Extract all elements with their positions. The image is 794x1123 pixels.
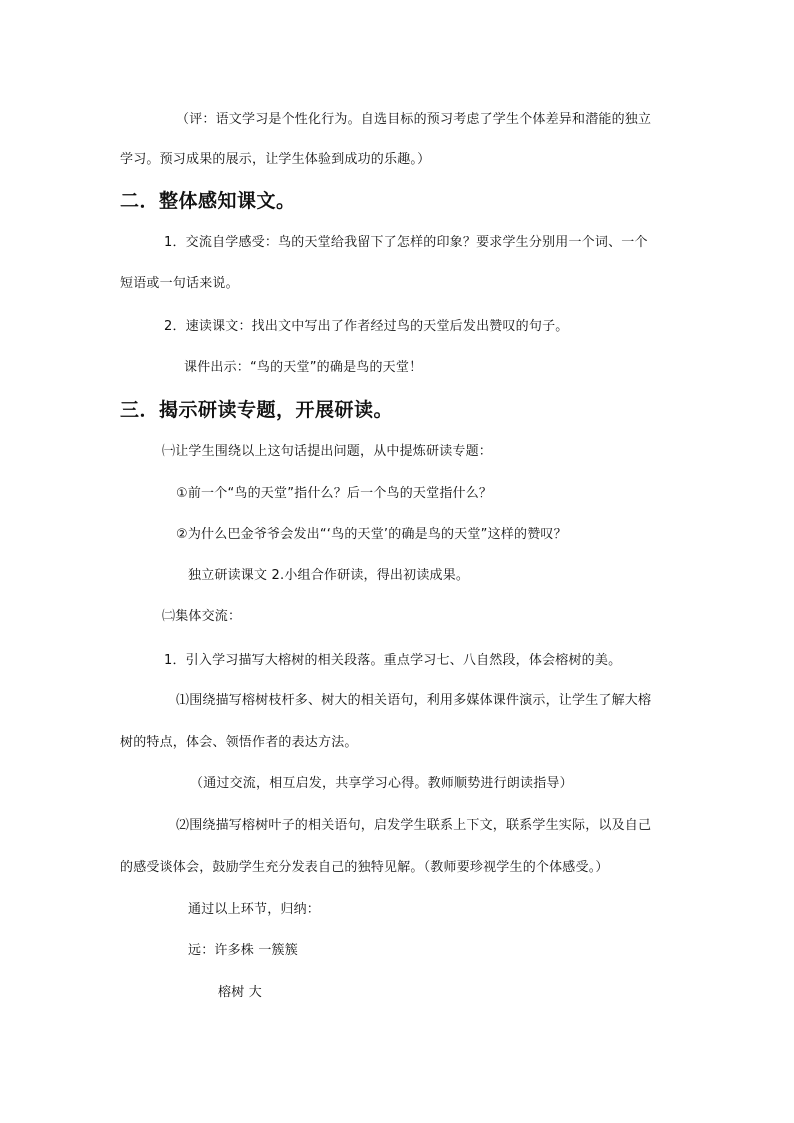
paragraph-line: 1．引入学习描写大榕树的相关段落。重点学习七、八自然段，体会榕树的美。 bbox=[164, 653, 622, 668]
paragraph-line: 2．速读课文：找出文中写出了作者经过鸟的天堂后发出赞叹的句子。 bbox=[164, 319, 569, 334]
paragraph-line: 的感受谈体会，鼓励学生充分发表自己的独特见解。（教师要珍视学生的个体感受。） bbox=[120, 860, 609, 875]
paragraph-line: 课件出示：“鸟的天堂”的确是鸟的天堂！ bbox=[184, 360, 423, 375]
paragraph-line: 树的特点，体会、领悟作者的表达方法。 bbox=[120, 735, 358, 750]
paragraph-line: ②为什么巴金爷爷会发出“‘鸟的天堂’的确是鸟的天堂”这样的赞叹？ bbox=[176, 527, 567, 542]
comment-line-1: （评：语文学习是个性化行为。自选目标的预习考虑了学生个体差异和潜能的独立 bbox=[176, 112, 652, 127]
paragraph-line: 榕树 大 bbox=[218, 985, 262, 1000]
paragraph-line: ㈡集体交流： bbox=[162, 609, 242, 624]
paragraph-line: 通过以上环节，归纳： bbox=[188, 902, 321, 917]
paragraph-line: ①前一个“鸟的天堂”指什么？后一个鸟的天堂指什么？ bbox=[176, 486, 493, 501]
section-heading-2: 二．整体感知课文。 bbox=[120, 190, 296, 212]
paragraph-line: （通过交流，相互启发，共享学习心得。教师顺势进行朗读指导） bbox=[190, 776, 573, 791]
paragraph-line: 短语或一句话来说。 bbox=[120, 276, 239, 291]
section-heading-3: 三．揭示研读专题，开展研读。 bbox=[120, 399, 394, 421]
paragraph-line: ㈠让学生围绕以上这句话提出问题，从中提炼研读专题： bbox=[162, 444, 493, 459]
paragraph-line: ⑵围绕描写榕树叶子的相关语句，启发学生联系上下文，联系学生实际，以及自己 bbox=[176, 818, 652, 833]
comment-line-2: 学习。预习成果的展示，让学生体验到成功的乐趣。） bbox=[120, 152, 431, 167]
paragraph-line: 远：许多株 一簇簇 bbox=[188, 943, 298, 958]
paragraph-line: 1．交流自学感受：鸟的天堂给我留下了怎样的印象？要求学生分别用一个词、一个 bbox=[164, 235, 648, 250]
paragraph-line: ⑴围绕描写榕树枝杆多、树大的相关语句，利用多媒体课件演示，让学生了解大榕 bbox=[176, 693, 652, 708]
paragraph-line: 独立研读课文 2.小组合作研读，得出初读成果。 bbox=[188, 568, 470, 583]
